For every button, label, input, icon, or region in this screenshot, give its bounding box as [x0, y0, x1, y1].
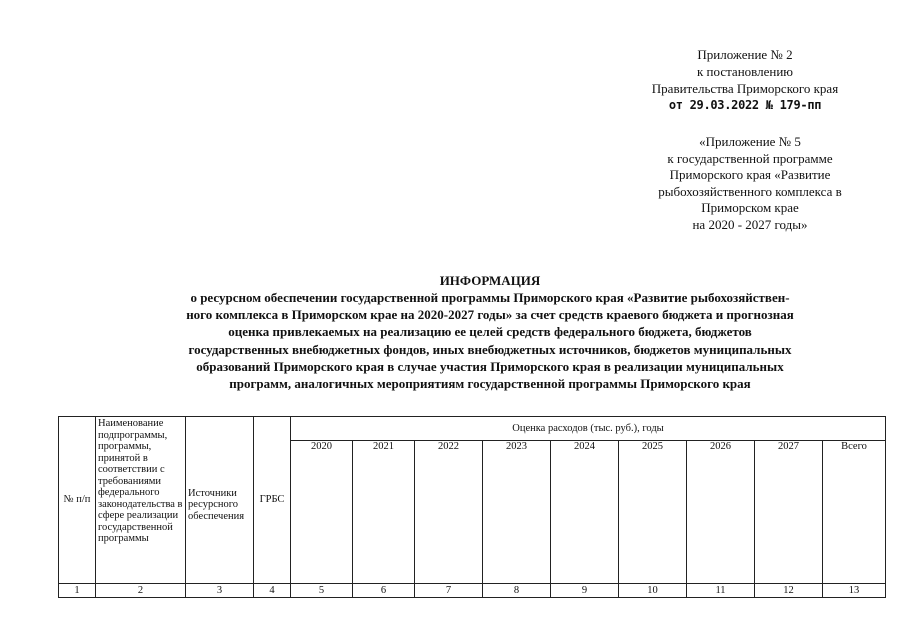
subtitle-line: оценка привлекаемых на реализацию ее целей средств федерального бюджета, бюджетов — [228, 324, 752, 340]
year-2025: 2025 — [619, 441, 687, 584]
subtitle-line: ного комплекса в Приморском крае на 2020-2027 годы» за счет средств краевого бюджета и прогнозная — [186, 307, 794, 323]
year-2027: 2027 — [755, 441, 823, 584]
subtitle-line: о ресурсном обеспечении государственной программы Приморского края «Развитие рыбохозяйствен- — [190, 290, 790, 305]
header-name: Наименование подпрограммы, программы, принятой в соответствии с требованиями федерального законодательства в сфере реализации государственной программы — [96, 417, 186, 584]
subtitle-line: программ, аналогичных мероприятиям государственной программы Приморского края — [229, 376, 751, 392]
appendix-5-line3: Приморского края «Развитие — [669, 167, 831, 182]
header-estimate: Оценка расходов (тыс. руб.), годы — [291, 417, 886, 441]
col-number: 9 — [551, 584, 619, 598]
col-number: 12 — [755, 584, 823, 598]
col-number: 10 — [619, 584, 687, 598]
subtitle-line: государственных внебюджетных фондов, иных внебюджетных источников, бюджетов муниципальных — [188, 341, 792, 357]
document-title: ИНФОРМАЦИЯ — [439, 273, 541, 288]
header-grbs: ГРБС — [254, 417, 291, 584]
year-2024: 2024 — [551, 441, 619, 584]
appendix-5-line6: на 2020 - 2027 годы» — [692, 216, 808, 232]
appendix-2-date: от 29.03.2022 № 179-пп — [668, 98, 822, 112]
resource-table — [58, 416, 886, 598]
appendix-5-title: «Приложение № 5 — [699, 134, 801, 149]
col-number: 4 — [254, 584, 291, 598]
appendix-5-line2: к государственной программе — [667, 150, 833, 166]
appendix-2-title: Приложение № 2 — [697, 47, 793, 62]
col-number: 3 — [186, 584, 254, 598]
col-number: 5 — [291, 584, 353, 598]
appendix-2-line3: Правительства Приморского края — [651, 81, 839, 96]
year-2023: 2023 — [483, 441, 551, 584]
appendix-5-line5: Приморском крае — [701, 200, 799, 215]
col-number: 1 — [59, 584, 96, 598]
col-number: 6 — [353, 584, 415, 598]
subtitle-line: образований Приморского края в случае участия Приморского края в реализации муниципальных — [196, 358, 784, 374]
col-number: 13 — [823, 584, 886, 598]
column-number-row — [59, 584, 886, 598]
col-number: 8 — [483, 584, 551, 598]
year-2022: 2022 — [415, 441, 483, 584]
appendix-5-line4: рыбохозяйственного комплекса в — [658, 183, 842, 199]
col-number: 7 — [415, 584, 483, 598]
col-number: 2 — [96, 584, 186, 598]
year-2020: 2020 — [291, 441, 353, 584]
appendix-2-line2: к постановлению — [696, 64, 794, 79]
year-total: Всего — [823, 441, 886, 584]
col-number: 11 — [687, 584, 755, 598]
year-2021: 2021 — [353, 441, 415, 584]
year-2026: 2026 — [687, 441, 755, 584]
document-subtitle — [100, 289, 880, 392]
header-no: № п/п — [59, 417, 96, 584]
header-source: Источники ресурсного обеспечения — [186, 417, 254, 584]
appendix-2-header — [600, 46, 890, 114]
appendix-5-header — [600, 134, 900, 233]
